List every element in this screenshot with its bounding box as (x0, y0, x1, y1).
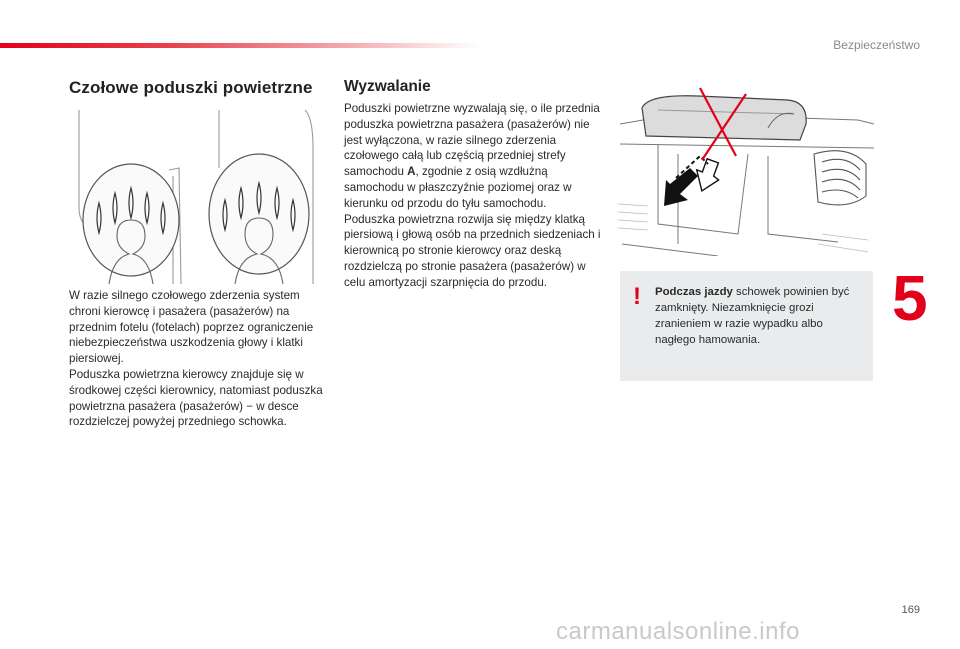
section-label: Bezpieczeństwo (833, 38, 920, 52)
down-arrow-icon (664, 156, 724, 206)
glovebox-illustration (618, 84, 874, 256)
air-vent-icon (814, 151, 866, 205)
header-red-bar (0, 43, 480, 48)
front-airbags-description (69, 288, 329, 430)
front-airbags-paragraph-1: W razie silnego czołowego zderzenia system chroni kierowcę i pasażera (pasażerów) na przednim fotelu (fotelach) poprzez ograniczenie niebezpieczeństwa uszkodzenia głowy i klatki piersiowej. (69, 289, 314, 366)
warning-box (620, 271, 873, 381)
chapter-number: 5 (892, 262, 928, 334)
heading-deployment: Wyzwalanie (344, 78, 431, 95)
page-number: 169 (901, 604, 920, 616)
deployment-paragraph-2: Poduszka powietrzna rozwija się między klatką piersiową i głową osób na przednich siedzeniach i kierownicą po stronie kierowcy oraz deską rozdzielczą po stronie pasażera (pasażerów) w celu amortyzacji szarpnięcia do przodu. (344, 212, 601, 289)
watermark: carmanualsonline.info (556, 618, 800, 645)
warning-message: schowek powinien być zamknięty. Niezamknięcie grozi zranieniem w razie wypadku albo nagłego hamowania. (655, 286, 850, 346)
passenger-airbag-icon (209, 154, 309, 284)
heading-front-airbags: Czołowe poduszki powietrzne (69, 78, 313, 97)
warning-text (655, 284, 860, 348)
warning-icon: ! (633, 283, 641, 310)
airbag-deployment-illustration (69, 108, 325, 284)
deployment-paragraph-1 (344, 101, 602, 212)
deployment-description (344, 101, 602, 291)
driver-airbag-icon (83, 164, 179, 284)
deployment-text-part1: Poduszki powietrzne wyzwalają się, o ile przednia poduszka powietrzna pasażera (pasażerów) nie jest wyłączona, w razie silnego zderzenia czołowego całą lub częścią przedniej strefy samochodu (344, 102, 600, 179)
warning-bold-lead: Podczas jazdy (655, 286, 733, 298)
front-airbags-paragraph-2: Poduszka powietrzna kierowcy znajduje się w środkowej części kierownicy, natomiast poduszka powietrzna pasażera (pasażerów) − w desce rozdzielczej powyżej przedniego schowka. (69, 367, 323, 429)
zone-label-a: A (407, 165, 416, 179)
deployment-text-part2: , zgodnie z osią wzdłużną samochodu w płaszczyźnie poziomej oraz w kierunku od przodu do tyłu samochodu. (344, 165, 572, 210)
